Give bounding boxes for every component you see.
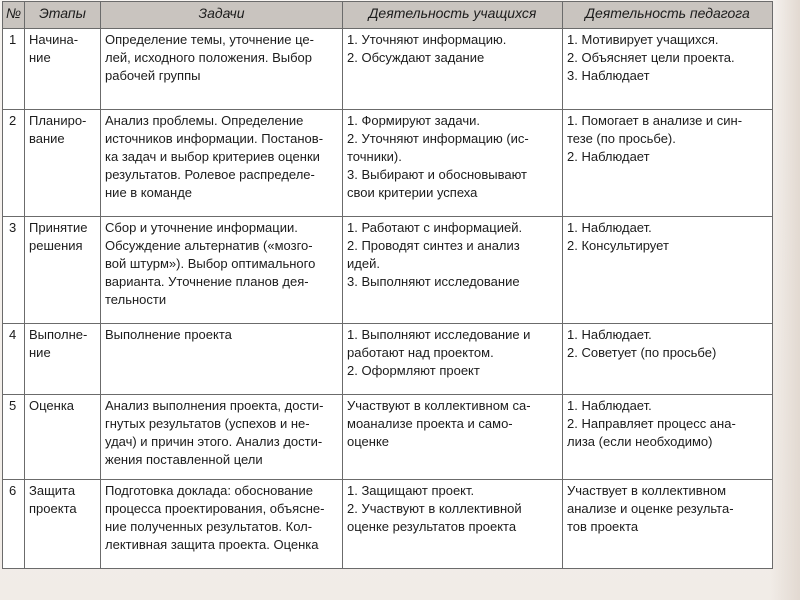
tasks-cell: Выполнение проекта: [101, 324, 343, 395]
header-tasks: Задачи: [101, 2, 343, 29]
stage-cell: Начина- ние: [25, 29, 101, 110]
project-stages-table: [2, 1, 773, 569]
teacher-activity-cell: Участвует в коллективном анализе и оценке результа- тов проекта: [563, 480, 773, 569]
row-number: 5: [3, 395, 25, 480]
table-row: [3, 395, 773, 480]
table-row: [3, 324, 773, 395]
teacher-activity-cell: 1. Наблюдает. 2. Советует (по просьбе): [563, 324, 773, 395]
table-row: [3, 110, 773, 217]
header-stages: Этапы: [25, 2, 101, 29]
header-student-activity: Деятельность учащихся: [343, 2, 563, 29]
slide-edge-shadow: [770, 0, 800, 600]
table-row: [3, 480, 773, 569]
tasks-cell: Сбор и уточнение информации. Обсуждение альтернатив («мозго- вой штурм»). Выбор оптимального варианта. Уточнение планов дея- тельности: [101, 217, 343, 324]
row-number: 1: [3, 29, 25, 110]
teacher-activity-cell: 1. Наблюдает. 2. Консультирует: [563, 217, 773, 324]
table-row: [3, 29, 773, 110]
tasks-cell: Анализ проблемы. Определение источников информации. Постанов- ка задач и выбор критериев оценки результатов. Ролевое распределе- ние в команде: [101, 110, 343, 217]
row-number: 3: [3, 217, 25, 324]
table-header-row: [3, 2, 773, 29]
stage-cell: Планиро- вание: [25, 110, 101, 217]
student-activity-cell: 1. Защищают проект. 2. Участвуют в коллективной оценке результатов проекта: [343, 480, 563, 569]
student-activity-cell: 1. Выполняют исследование и работают над проектом. 2. Оформляют проект: [343, 324, 563, 395]
row-number: 4: [3, 324, 25, 395]
stage-cell: Выполне- ние: [25, 324, 101, 395]
teacher-activity-cell: 1. Мотивирует учащихся. 2. Объясняет цели проекта. 3. Наблюдает: [563, 29, 773, 110]
project-stages-table-container: [2, 1, 772, 569]
row-number: 6: [3, 480, 25, 569]
table-row: [3, 217, 773, 324]
student-activity-cell: 1. Работают с информацией. 2. Проводят синтез и анализ идей. 3. Выполняют исследование: [343, 217, 563, 324]
header-teacher-activity: Деятельность педагога: [563, 2, 773, 29]
tasks-cell: Определение темы, уточнение це- лей, исходного положения. Выбор рабочей группы: [101, 29, 343, 110]
student-activity-cell: 1. Формируют задачи. 2. Уточняют информацию (ис- точники). 3. Выбирают и обосновывают свои критерии успеха: [343, 110, 563, 217]
student-activity-cell: Участвуют в коллективном са- моанализе проекта и само- оценке: [343, 395, 563, 480]
stage-cell: Оценка: [25, 395, 101, 480]
stage-cell: Защита проекта: [25, 480, 101, 569]
tasks-cell: Подготовка доклада: обоснование процесса проектирования, объясне- ние полученных результатов. Кол- лективная защита проекта. Оценка: [101, 480, 343, 569]
header-number: №: [3, 2, 25, 29]
student-activity-cell: 1. Уточняют информацию. 2. Обсуждают задание: [343, 29, 563, 110]
tasks-cell: Анализ выполнения проекта, дости- гнутых результатов (успехов и не- удач) и причин этого. Анализ дости- жения поставленной цели: [101, 395, 343, 480]
row-number: 2: [3, 110, 25, 217]
teacher-activity-cell: 1. Помогает в анализе и син- тезе (по просьбе). 2. Наблюдает: [563, 110, 773, 217]
teacher-activity-cell: 1. Наблюдает. 2. Направляет процесс ана- лиза (если необходимо): [563, 395, 773, 480]
stage-cell: Принятие решения: [25, 217, 101, 324]
